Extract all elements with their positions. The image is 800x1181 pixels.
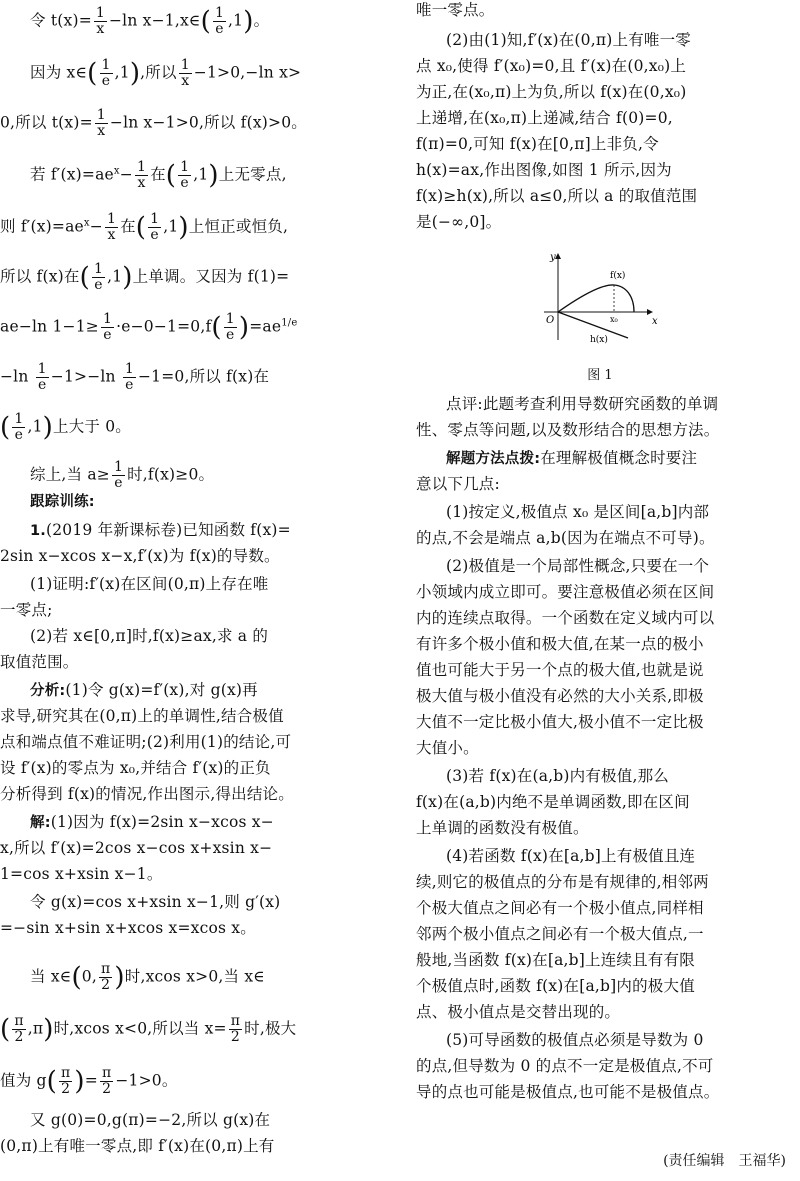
- text-line: [416, 1002, 800, 1022]
- paren: (: [0, 1014, 11, 1045]
- text-run: 设 f′(x)的零点为 x₀,并结合 f′(x)的正负: [0, 759, 271, 777]
- text-run: 性、零点等问题,以及数形结合的思想方法。: [416, 421, 720, 439]
- numerator: π: [14, 1013, 24, 1029]
- text-run: ·e−0−1=0,f: [116, 317, 212, 336]
- text-line: [0, 212, 382, 243]
- text-run: 当 x∈: [30, 967, 72, 986]
- paren: ): [208, 160, 219, 191]
- text-line: [0, 492, 382, 512]
- text-line: [416, 818, 800, 838]
- text-line: [0, 262, 382, 293]
- paren: (: [87, 58, 98, 89]
- text-run: f(x)在(a,b)内绝不是单调函数,即在区间: [416, 793, 690, 811]
- text-line: [416, 608, 800, 628]
- text-run: f(π)=0,可知 f(x)在[0,π]上非负,令: [416, 135, 659, 153]
- text-run: 值为 g: [0, 1071, 47, 1090]
- text-run: 0,: [81, 967, 97, 986]
- text-line: [416, 30, 800, 50]
- text-run: −1>0。: [115, 1071, 178, 1090]
- fraction: [95, 108, 108, 139]
- fraction: [12, 412, 25, 443]
- denominator: 2: [102, 1081, 112, 1097]
- superscript: x: [83, 217, 90, 229]
- text-run: −ln x−1>0,所以 f(x)>0。: [109, 113, 307, 132]
- text-line: [416, 766, 800, 786]
- text-line: [416, 474, 800, 494]
- text-line: [0, 160, 382, 191]
- paren: (: [0, 412, 11, 443]
- text-run: f(x)≥h(x),所以 a≤0,所以 a 的取值范围: [416, 187, 698, 205]
- text-run: 大值小。: [416, 739, 479, 757]
- text-line: [0, 1066, 382, 1097]
- text-line: [416, 186, 800, 206]
- text-run: =ae: [249, 317, 282, 336]
- denominator: e: [150, 227, 159, 243]
- numerator: 1: [180, 159, 190, 175]
- text-run: 内的连续点取得。一个函数在定义域内可以: [416, 609, 715, 627]
- numerator: 1: [96, 107, 106, 123]
- text-run: 个极大值点之间必有一个极小值点,同样相: [416, 899, 704, 917]
- text-run: 小领域内成立即可。要注意极值必须在区间: [416, 583, 715, 601]
- text-line: [0, 546, 382, 566]
- text-run: 求导,研究其在(0,π)上的单调性,结合极值: [0, 707, 284, 725]
- text-run: −: [89, 217, 103, 236]
- text-line: [0, 412, 382, 443]
- bold-run: 1.: [30, 523, 46, 539]
- text-run: 又 g(0)=0,g(π)=−2,所以 g(x)在: [30, 1111, 271, 1129]
- text-run: ,1: [114, 63, 130, 82]
- text-run: 是(−∞,0]。: [416, 213, 502, 231]
- denominator: e: [125, 377, 134, 393]
- text-line: [416, 108, 800, 128]
- fraction: [148, 212, 161, 243]
- text-line: [0, 1014, 382, 1045]
- text-line: [416, 56, 800, 76]
- text-line: [0, 652, 382, 672]
- text-line: [0, 838, 382, 858]
- text-run: 时,xcos x<0,所以当 x=: [53, 1019, 227, 1038]
- text-run: 上单调。又因为 f(1)=: [132, 267, 290, 286]
- text-line: [0, 758, 382, 778]
- numerator: 1: [14, 411, 24, 427]
- text-line: [416, 660, 800, 680]
- text-run: ae−ln 1−1≥: [0, 317, 99, 336]
- numerator: 1: [101, 57, 111, 73]
- paren: ): [129, 58, 141, 89]
- numerator: 1: [106, 211, 117, 227]
- text-line: [416, 950, 800, 970]
- denominator: 2: [101, 977, 111, 993]
- fraction: [224, 312, 237, 343]
- text-line: [0, 626, 382, 646]
- text-line: [416, 160, 800, 180]
- text-run: (5)可导函数的极值点必须是导数为 0: [446, 1031, 704, 1049]
- text-run: 因为 x∈: [30, 63, 88, 82]
- f-label: f(x): [610, 271, 626, 281]
- text-run: =: [84, 1071, 98, 1090]
- text-run: 续,则它的极值点的分布是有规律的,相邻两: [416, 873, 709, 891]
- text-run: (1)按定义,极值点 x₀ 是区间[a,b]内部: [446, 503, 710, 521]
- denominator: x: [107, 227, 116, 243]
- denominator: x: [96, 21, 105, 37]
- text-line: [416, 634, 800, 654]
- text-run: 邻两个极小值点之间必有一个极大值点,一: [416, 925, 704, 943]
- text-run: 的点,但导数为 0 的点不一定是极值点,不可: [416, 1057, 714, 1075]
- numerator: π: [61, 1065, 71, 1081]
- text-run: 1=cos x+xsin x−1。: [0, 865, 163, 883]
- paren: (: [79, 262, 90, 293]
- paren: (: [135, 212, 147, 243]
- text-line: [416, 792, 800, 812]
- text-line: [416, 846, 800, 866]
- denominator: x: [97, 123, 106, 139]
- text-run: x,所以 f′(x)=2cos x−cos x+xsin x−: [0, 839, 273, 857]
- text-run: −ln x−1,x∈: [109, 11, 201, 30]
- fraction: [179, 58, 192, 89]
- text-run: ,1: [163, 217, 179, 236]
- fraction: [112, 460, 125, 491]
- text-line: [0, 1110, 382, 1130]
- text-run: (3)若 f(x)在(a,b)内有极值,那么: [446, 767, 669, 785]
- text-line: [0, 962, 382, 993]
- superscript: x: [113, 165, 120, 177]
- text-run: 意以下几点:: [416, 475, 500, 493]
- text-line: [0, 892, 382, 912]
- text-line: [0, 784, 382, 804]
- fraction: [135, 160, 148, 191]
- text-run: (4)若函数 f(x)在[a,b]上有极值且连: [446, 847, 696, 865]
- denominator: x: [181, 73, 190, 89]
- text-run: 。: [253, 11, 270, 30]
- text-line: [0, 680, 382, 701]
- editor-credit: (责任编辑 王福华): [663, 1153, 786, 1169]
- numerator: 1: [136, 159, 147, 175]
- y-label: y: [550, 252, 556, 263]
- text-run: 时,xcos x>0,当 x∈: [124, 967, 265, 986]
- text-line: [416, 1056, 800, 1076]
- fraction: [59, 1066, 72, 1097]
- denominator: e: [180, 175, 189, 191]
- text-line: [416, 212, 800, 232]
- text-run: 点评:此题考查利用导数研究函数的单调: [446, 395, 719, 413]
- text-run: ,1: [193, 165, 209, 184]
- text-run: 时,极大: [244, 1019, 297, 1038]
- denominator: e: [226, 327, 235, 343]
- text-run: 唯一零点。: [416, 1, 495, 19]
- fraction: [94, 6, 107, 37]
- denominator: e: [215, 21, 224, 37]
- text-run: 值也可能大于另一个点的极大值,也就是说: [416, 661, 704, 679]
- f-curve: [558, 285, 634, 312]
- text-line: [416, 394, 800, 414]
- text-line: [0, 864, 382, 884]
- numerator: 1: [180, 57, 190, 73]
- text-run: −ln: [0, 367, 34, 386]
- text-run: 若 f′(x)=ae: [30, 165, 114, 184]
- text-line: [0, 520, 382, 541]
- text-line: [416, 448, 800, 469]
- text-run: 跟踪训练:: [30, 494, 95, 510]
- text-run: 一零点;: [0, 601, 53, 619]
- text-run: 导的点也可能是极值点,也可能不是极值点。: [416, 1083, 720, 1101]
- text-line: [416, 0, 800, 20]
- numerator: 1: [93, 261, 104, 277]
- text-line: [416, 134, 800, 154]
- fraction: [213, 6, 226, 37]
- text-run: 2sin x−xcos x−x,f′(x)为 f(x)的导数。: [0, 547, 280, 565]
- paren: ): [42, 412, 53, 443]
- text-line: [0, 732, 382, 752]
- text-line: [416, 712, 800, 732]
- figure-caption: 图 1: [587, 368, 613, 383]
- fraction: [12, 1014, 25, 1045]
- text-run: 大值不一定比极小值大,极小值不一定比极: [416, 713, 704, 731]
- denominator: x: [137, 175, 146, 191]
- paren: (: [200, 6, 211, 37]
- text-run: (2)若 x∈[0,π]时,f(x)≥ax,求 a 的: [30, 627, 269, 645]
- text-run: 0,所以 t(x)=: [0, 113, 93, 132]
- text-run: 上递增,在(x₀,π)上递减,结合 f(0)=0,: [416, 109, 673, 127]
- paren: ): [43, 1014, 54, 1045]
- text-line: [416, 528, 800, 548]
- text-line: [0, 574, 382, 594]
- text-run: (2)由(1)知,f′(x)在(0,π)上有唯一零: [446, 31, 692, 49]
- numerator: π: [101, 961, 111, 977]
- text-run: (0,π)上有唯一零点,即 f′(x)在(0,π)上有: [0, 1137, 275, 1155]
- text-line: [0, 812, 382, 833]
- text-line: [416, 1030, 800, 1050]
- text-line: [0, 6, 382, 37]
- denominator: e: [101, 73, 111, 89]
- text-line: [416, 976, 800, 996]
- text-line: [416, 502, 800, 522]
- fraction: [100, 1066, 113, 1097]
- text-line: [0, 362, 382, 393]
- text-line: [0, 1136, 382, 1156]
- text-run: 在: [120, 217, 136, 236]
- text-run: 令 t(x)=: [30, 11, 92, 30]
- numerator: 1: [113, 459, 124, 475]
- text-run: 在理解极值概念时要注: [540, 449, 698, 467]
- x0-label: x₀: [610, 315, 618, 324]
- bold-run: 解题方法点拨:: [446, 451, 541, 467]
- numerator: π: [230, 1013, 241, 1029]
- text-run: −1=0,所以 f(x)在: [137, 367, 270, 386]
- text-run: ,1: [228, 11, 244, 30]
- text-line: [0, 706, 382, 726]
- text-run: 令 g(x)=cos x+xsin x−1,则 g′(x): [30, 893, 281, 911]
- text-run: −1>−ln: [50, 367, 121, 386]
- fraction: [123, 362, 136, 393]
- text-run: 上无零点,: [218, 165, 287, 184]
- text-line: [0, 312, 382, 343]
- paren: (: [71, 962, 82, 993]
- fraction: [99, 962, 112, 993]
- text-run: 取值范围。: [0, 653, 79, 671]
- numerator: 1: [150, 211, 160, 227]
- text-run: (1)令 g(x)=f′(x),对 g(x)再: [65, 681, 258, 699]
- text-run: 个极值点时,函数 f(x)在[a,b]内的极大值: [416, 977, 695, 995]
- text-line: [416, 898, 800, 918]
- numerator: 1: [95, 5, 105, 21]
- paren: ): [178, 212, 189, 243]
- h-label: h(x): [590, 335, 608, 345]
- paren: (: [46, 1066, 57, 1097]
- text-run: 上恒正或恒负,: [188, 217, 289, 236]
- text-run: −1>0,−ln x>: [193, 63, 302, 82]
- fraction: [36, 362, 49, 393]
- text-run: ,1: [107, 267, 123, 286]
- numerator: 1: [225, 311, 235, 327]
- fraction: [101, 312, 114, 343]
- text-run: 上单调的函数没有极值。: [416, 819, 589, 837]
- text-run: =−sin x+sin x+xcos x=xcos x。: [0, 919, 256, 937]
- fraction: [92, 262, 105, 293]
- text-run: 点和端点值不难证明;(2)利用(1)的结论,可: [0, 733, 292, 751]
- denominator: e: [103, 327, 112, 343]
- denominator: e: [114, 475, 123, 491]
- paren: ): [122, 262, 133, 293]
- text-line: [0, 58, 382, 89]
- text-run: 点、极小值点是交替出现的。: [416, 1003, 621, 1021]
- text-line: [416, 82, 800, 102]
- text-run: (1)因为 f(x)=2sin x−xcos x−: [50, 813, 274, 831]
- paren: (: [165, 160, 177, 191]
- text-line: [416, 582, 800, 602]
- text-line: [0, 108, 382, 139]
- paren: ): [114, 962, 125, 993]
- text-run: 分析得到 f(x)的情况,作出图示,得出结论。: [0, 785, 294, 803]
- fraction: [229, 1014, 242, 1045]
- text-line: [0, 460, 382, 491]
- text-run: (2019 年新课标卷)已知函数 f(x)=: [46, 521, 291, 539]
- denominator: 2: [230, 1029, 240, 1045]
- text-run: 般地,当函数 f(x)在[a,b]上连续且有有限: [416, 951, 695, 969]
- text-run: 点 x₀,使得 f′(x₀)=0,且 f′(x)在(0,x₀)上: [416, 57, 687, 75]
- text-run: 时,f(x)≥0。: [127, 465, 215, 484]
- denominator: e: [14, 427, 24, 443]
- text-run: 综上,当 a≥: [30, 465, 110, 484]
- text-run: (1)证明:f′(x)在区间(0,π)上存在唯: [30, 575, 269, 593]
- text-line: [416, 738, 800, 758]
- fraction: [105, 212, 118, 243]
- paren: ): [243, 6, 254, 37]
- numerator: 1: [102, 311, 113, 327]
- text-run: h(x)=ax,作出图像,如图 1 所示,因为: [416, 161, 672, 179]
- fraction: [100, 58, 113, 89]
- text-run: 则 f′(x)=ae: [0, 217, 84, 236]
- text-line: [416, 872, 800, 892]
- bold-run: 解:: [30, 815, 51, 831]
- text-line: [416, 686, 800, 706]
- text-run: 极大值与极小值没有必然的大小关系,即极: [416, 687, 704, 705]
- text-run: ,π: [27, 1019, 44, 1038]
- numerator: 1: [37, 361, 47, 377]
- fraction: [178, 160, 191, 191]
- text-line: [0, 918, 382, 938]
- text-run: 所以 f(x)在: [0, 267, 80, 286]
- text-line: [416, 924, 800, 944]
- paren: ): [74, 1066, 85, 1097]
- paren: (: [211, 312, 222, 343]
- numerator: 1: [124, 361, 134, 377]
- text-run: (2)极值是一个局部性概念,只要在一个: [446, 557, 710, 575]
- text-line: [416, 556, 800, 576]
- text-run: 的点,不会是端点 a,b(因为在端点不可导)。: [416, 529, 715, 547]
- bold-run: 分析:: [30, 683, 66, 699]
- paren: ): [238, 312, 250, 343]
- text-line: [0, 600, 382, 620]
- text-run: 有许多个极小值和极大值,在某一点的极小: [416, 635, 704, 653]
- numerator: π: [101, 1065, 112, 1081]
- text-run: −: [119, 165, 133, 184]
- denominator: 2: [14, 1029, 24, 1045]
- superscript: 1/e: [281, 317, 298, 329]
- text-run: 上大于 0。: [53, 417, 131, 436]
- figure-1: [530, 248, 670, 348]
- denominator: e: [37, 377, 47, 393]
- x-label: x: [652, 316, 658, 327]
- text-run: ,所以: [140, 63, 177, 82]
- text-run: 在: [150, 165, 166, 184]
- text-line: [416, 1082, 800, 1102]
- text-run: 为正,在(x₀,π)上为负,所以 f(x)在(0,x₀): [416, 83, 687, 101]
- numerator: 1: [214, 5, 225, 21]
- text-line: [416, 420, 800, 440]
- denominator: e: [94, 277, 103, 293]
- origin-label: O: [546, 315, 555, 326]
- text-run: ,1: [27, 417, 43, 436]
- denominator: 2: [61, 1081, 71, 1097]
